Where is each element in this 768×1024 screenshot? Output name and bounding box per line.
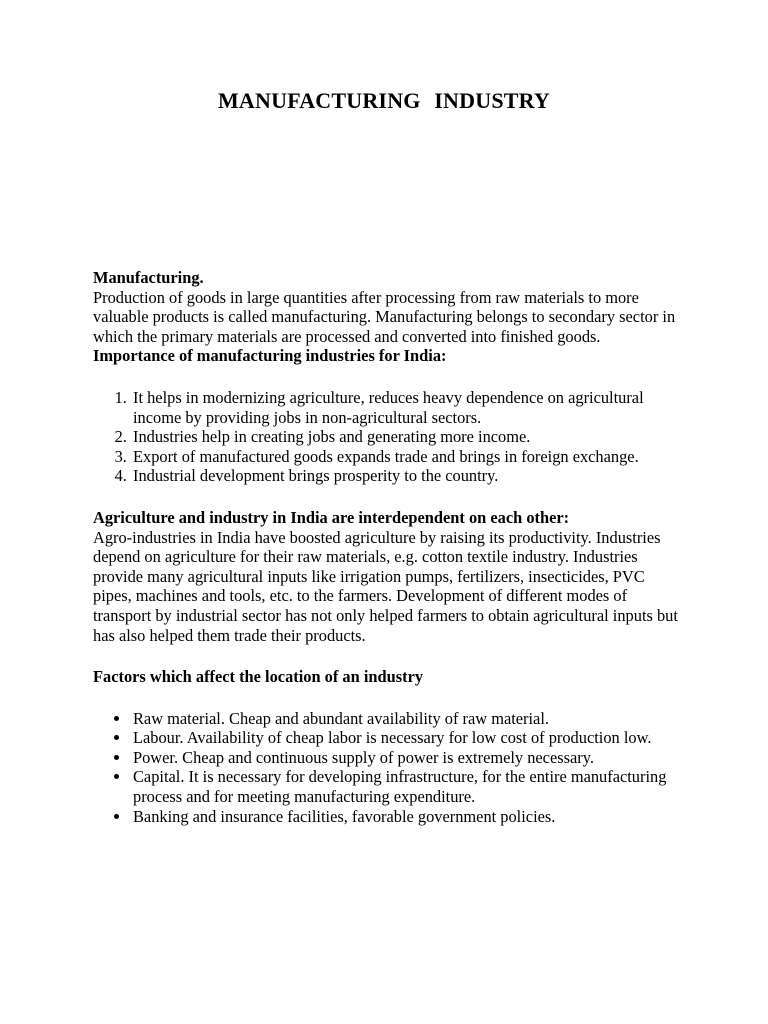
importance-item: 3. Export of manufactured goods expands trade and brings in foreign exchange. bbox=[131, 447, 683, 467]
factors-heading: Factors which affect the location of an industry bbox=[93, 667, 424, 687]
interdependence-heading: Agriculture and industry in India are interdependent on each other: bbox=[93, 507, 570, 527]
importance-item: 2. Industries help in creating jobs and generating more income. bbox=[131, 427, 683, 447]
importance-item: 4. Industrial development brings prosperity to the country. bbox=[131, 466, 683, 486]
factors-item: • Raw material. Cheap and abundant availability of raw material. bbox=[131, 709, 683, 729]
interdependence-paragraph: Agro-industries in India have boosted agriculture by raising its productivity. Industries depend on agriculture for their raw materials, e.g. cotton textile industry. Industries provide many agricultural inputs like irrigation pumps, fertilizers, insecticides, PVC pipes, machines and tools, etc. to the farmers. Development of different modes of transport by industrial sector has not only helped farmers to obtain agricultural inputs but has also helped them trade their products. bbox=[93, 527, 678, 645]
manufacturing-heading: Manufacturing. bbox=[93, 268, 204, 287]
factors-item: • Capital. It is necessary for developing infrastructure, for the entire manufacturing process and for meeting manufacturing expenditure. bbox=[131, 767, 683, 806]
factors-item: • Labour. Availability of cheap labor is necessary for low cost of production low. bbox=[131, 728, 683, 748]
factors-item: • Banking and insurance facilities, favorable government policies. bbox=[131, 807, 683, 827]
factors-list bbox=[93, 709, 683, 827]
manufacturing-paragraph: Production of goods in large quantities after processing from raw materials to more valuable products is called manufacturing. Manufacturing belongs to secondary sector in which the primary materials are processed and converted into finished goods. bbox=[93, 287, 676, 346]
importance-list bbox=[93, 388, 683, 486]
importance-heading: Importance of manufacturing industries for India: bbox=[93, 346, 447, 366]
page-title: MANUFACTURING INDUSTRY bbox=[217, 88, 551, 113]
importance-item: 1. It helps in modernizing agriculture, reduces heavy dependence on agricultural income by providing jobs in non-agricultural sectors. bbox=[131, 388, 683, 427]
document-body bbox=[93, 268, 683, 826]
factors-item: • Power. Cheap and continuous supply of power is extremely necessary. bbox=[131, 748, 683, 768]
